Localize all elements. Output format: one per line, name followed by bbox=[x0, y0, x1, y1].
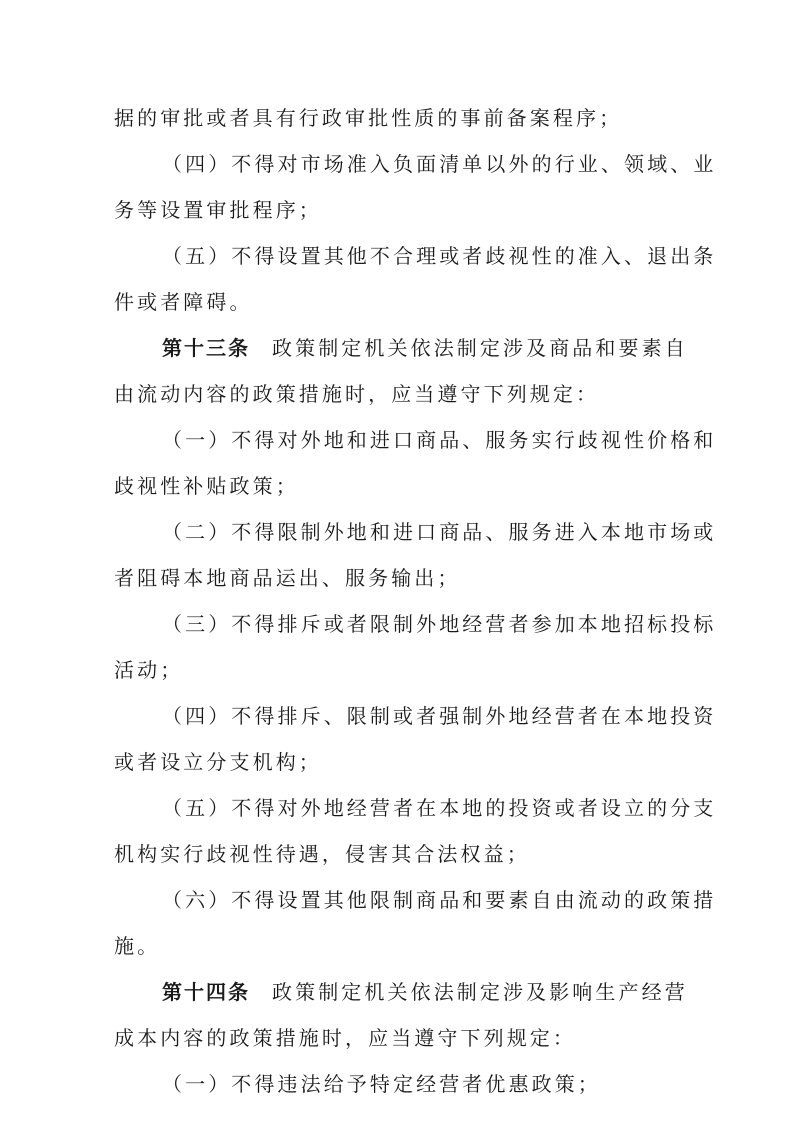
text-line: 件或者障碍。 bbox=[114, 290, 253, 314]
list-item-line: （五）不得设置其他不合理或者歧视性的准入、退出条 bbox=[162, 244, 717, 268]
list-item-line: （一）不得对外地和进口商品、服务实行歧视性价格和 bbox=[162, 428, 717, 452]
list-item-line: （三）不得排斥或者限制外地经营者参加本地招标投标 bbox=[162, 612, 717, 636]
article-13-text: 政策制定机关依法制定涉及商品和要素自 bbox=[272, 336, 688, 360]
text-line: 歧视性补贴政策； bbox=[114, 474, 299, 498]
text-line: 据的审批或者具有行政审批性质的事前备案程序； bbox=[114, 106, 623, 130]
text-line: 者阻碍本地商品运出、服务输出； bbox=[114, 566, 461, 590]
text-line: 机构实行歧视性待遇，侵害其合法权益； bbox=[114, 842, 530, 866]
article-14-text: 政策制定机关依法制定涉及影响生产经营 bbox=[272, 980, 688, 1004]
list-item-line: （四）不得对市场准入负面清单以外的行业、领域、业 bbox=[162, 152, 717, 176]
list-item-line: （一）不得违法给予特定经营者优惠政策； bbox=[162, 1072, 601, 1096]
text-line: 务等设置审批程序； bbox=[114, 198, 322, 222]
article-14-line bbox=[162, 978, 688, 1006]
list-item-line: （六）不得设置其他限制商品和要素自由流动的政策措 bbox=[162, 888, 717, 912]
article-13-heading: 第十三条 bbox=[162, 336, 250, 360]
article-14-heading: 第十四条 bbox=[162, 980, 250, 1004]
text-line: 成本内容的政策措施时，应当遵守下列规定： bbox=[114, 1026, 576, 1050]
list-item-line: （二）不得限制外地和进口商品、服务进入本地市场或 bbox=[162, 520, 717, 544]
text-line: 或者设立分支机构； bbox=[114, 750, 322, 774]
text-line: 活动； bbox=[114, 658, 184, 682]
text-line: 由流动内容的政策措施时，应当遵守下列规定： bbox=[114, 382, 600, 406]
text-line: 施。 bbox=[114, 934, 161, 958]
list-item-line: （五）不得对外地经营者在本地的投资或者设立的分支 bbox=[162, 796, 717, 820]
list-item-line: （四）不得排斥、限制或者强制外地经营者在本地投资 bbox=[162, 704, 717, 728]
article-13-line bbox=[162, 334, 688, 362]
